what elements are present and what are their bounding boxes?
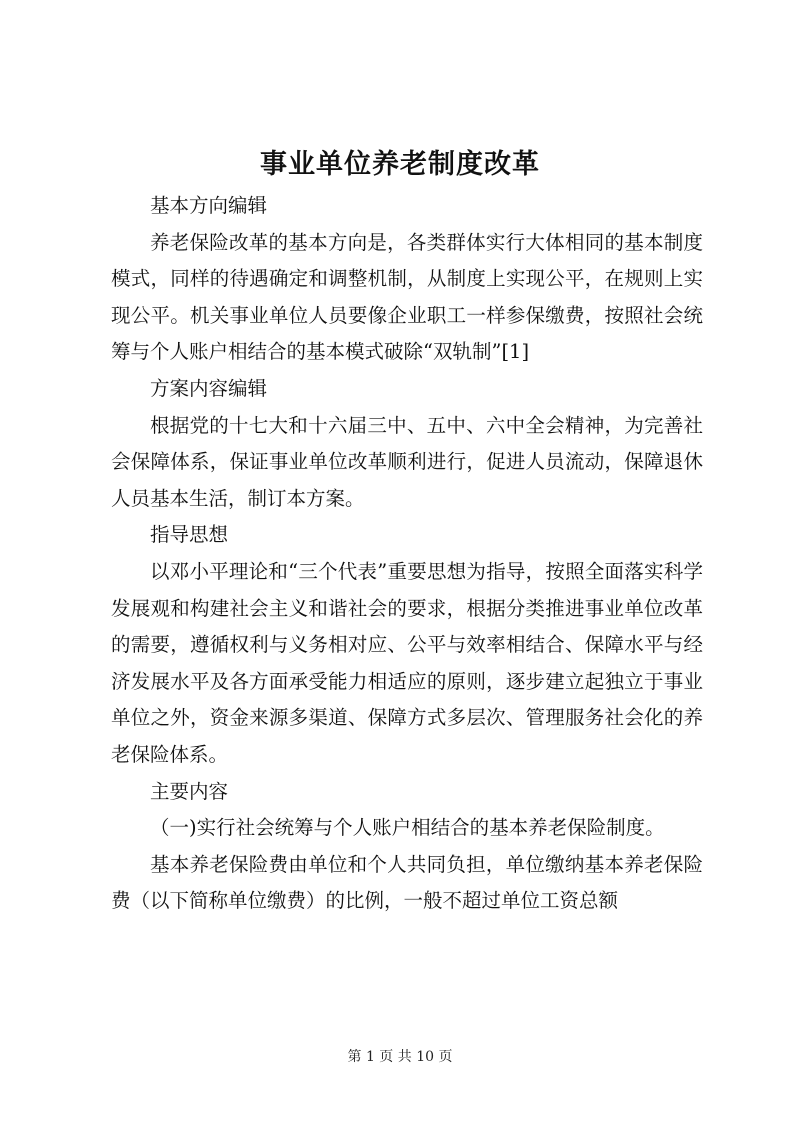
section-heading-main-content: 主要内容: [150, 779, 229, 803]
paragraph-guiding-ideology: 以邓小平理论和“三个代表”重要思想为指导，按照全面落实科学发展观和构建社会主义和谐社会的要求，根据分类推进事业单位改革的需要，遵循权利与义务相对应、公平与效率相结合、保障水平与经济发展水平及各方面承受能力相适应的原则，逐步建立起独立于事业单位之外，资金来源多渠道、保障方式多层次、管理服务社会化的养老保险体系。: [111, 559, 703, 766]
paragraph-contribution: 基本养老保险费由单位和个人共同负担，单位缴纳基本养老保险费（以下简称单位缴费）的比例，一般不超过单位工资总额: [111, 852, 703, 913]
section-heading-guiding-ideology: 指导思想: [150, 523, 229, 547]
section-heading-plan-content: 方案内容编辑: [150, 376, 268, 400]
document-body: [111, 188, 703, 920]
paragraph-basic-direction: 养老保险改革的基本方向是，各类群体实行大体相同的基本制度模式，同样的待遇确定和调整机制，从制度上实现公平，在规则上实现公平。机关事业单位人员要像企业职工一样参保缴费，按照社会统筹与个人账户相结合的基本模式破除“双轨制”[1]: [111, 230, 703, 364]
paragraph-plan-content: 根据党的十七大和十六届三中、五中、六中全会精神，为完善社会保障体系，保证事业单位改革顺利进行，促进人员流动，保障退休人员基本生活，制订本方案。: [111, 413, 703, 510]
paragraph-item-1: （一)实行社会统筹与个人账户相结合的基本养老保险制度。: [150, 816, 665, 840]
page-footer: 第 1 页 共 10 页: [347, 1049, 453, 1065]
document-title: 事业单位养老制度改革: [260, 149, 540, 180]
section-heading-basic-direction: 基本方向编辑: [150, 194, 268, 217]
